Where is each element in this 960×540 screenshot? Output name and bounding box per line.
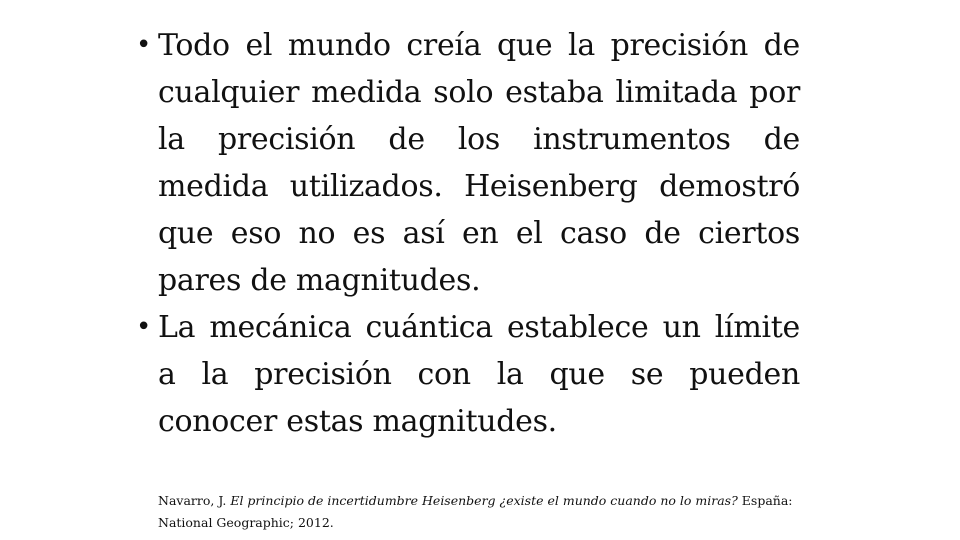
bullet-list — [130, 22, 800, 445]
citation-publisher: España: National Geographic; 2012. — [158, 493, 793, 530]
bullet-icon: • — [136, 312, 152, 342]
bullet-text: Todo el mundo creía que la precisión de cualquier medida solo estaba limitada por la precisión de los instrumentos de medida utilizados. Heisenberg demostró que eso no es así en el caso de ciertos pares de magnitudes. — [158, 28, 800, 298]
citation-author: Navarro, J. — [158, 493, 227, 508]
bullet-item — [130, 304, 800, 445]
bullet-text: La mecánica cuántica establece un límite a la precisión con la que se pueden conocer estas magnitudes. — [158, 310, 800, 439]
bullet-item — [130, 22, 800, 304]
bullet-icon: • — [136, 30, 152, 60]
citation — [158, 490, 798, 534]
citation-title: El principio de incertidumbre Heisenberg ¿existe el mundo cuando no lo miras? — [230, 493, 738, 508]
